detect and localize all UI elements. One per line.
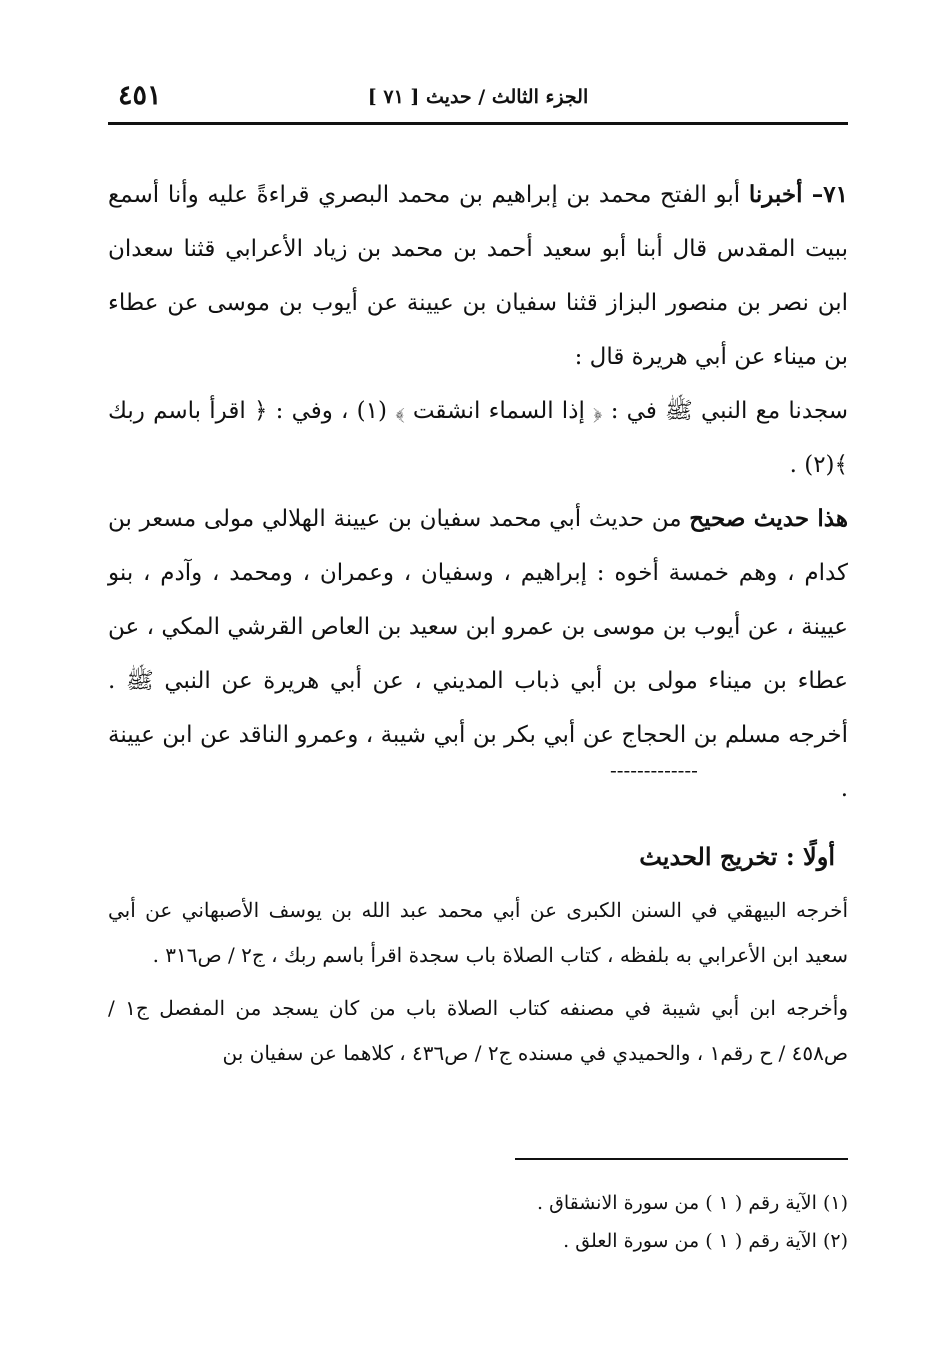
section-separator: ------------- (610, 758, 698, 782)
takhrij-section (108, 888, 848, 1084)
page-number: ٤٥١ (118, 80, 162, 111)
takhrij-paragraph-1: أخرجه البيهقي في السنن الكبرى عن أبي محمد عبد الله بن يوسف الأصبهاني عن أبي سعيد ابن الأعرابي به بلفظه ، كتاب الصلاة باب سجدة اقرأ باسم ربك ، ج٢ / ص٣١٦ . (108, 898, 848, 967)
takhrij-paragraph-2: وأخرجه ابن أبي شيبة في مصنفه كتاب الصلاة باب من كان يسجد من المفصل ج١ / ص٤٥٨ / ح رقم١ ، والحميدي في مسنده ج٢ / ص٤٣٦ ، كلاهما عن سفيان بن (108, 996, 848, 1065)
footnote-rule (515, 1158, 848, 1160)
section-title: أولًا : تخريج الحديث (639, 842, 835, 871)
verdict-text: من حديث أبي محمد سفيان بن عيينة الهلالي مولى مسعر بن كدام ، وهم خمسة أخوه : إبراهيم ، وسفيان ، وعمران ، ومحمد ، وآدم ، بنو عيينة ، عن أيوب بن موسى بن عمرو ابن سعيد بن العاص القرشي المكي ، عن عطاء بن ميناء مولى بن أبي ذباب المديني ، عن أبي هريرة عن النبي ﷺ . أخرجه مسلم بن الحجاج عن أبي بكر بن أبي شيبة ، وعمرو الناقد عن ابن عيينة . (108, 506, 848, 802)
isnad-text: أبو الفتح محمد بن إبراهيم بن محمد البصري قراءةً عليه وأنا أسمع ببيت المقدس قال أبنا أبو سعيد أحمد بن محمد بن زياد الأعرابي قثنا سعدان ابن نصر بن منصور البزاز قثنا سفيان بن عيينة عن أيوب بن موسى عن عطاء بن ميناء عن أبي هريرة قال : (108, 182, 848, 370)
running-title: الجزء الثالث / حديث [ ٧١ ] (367, 86, 589, 108)
verdict-paragraph (108, 492, 848, 816)
footnotes (108, 1184, 848, 1260)
hadith-matn: سجدنا مع النبي ﷺ في : ﴿ إذا السماء انشقت ﴾ (١) ، وفي : ﴿ اقرأ باسم ربك ﴾(٢) . (108, 398, 849, 478)
hadith-number-lead: ٧١– أخبرنا (748, 181, 849, 208)
footnote-2: (٢) الآية رقم ( ١ ) من سورة العلق . (563, 1230, 848, 1252)
verdict-lead: هذا حديث صحيح (689, 505, 849, 532)
page-header (108, 80, 848, 125)
hadith-body (108, 168, 848, 816)
isnad-paragraph (108, 168, 848, 384)
footnote-1: (١) الآية رقم ( ١ ) من سورة الانشقاق . (537, 1192, 848, 1214)
